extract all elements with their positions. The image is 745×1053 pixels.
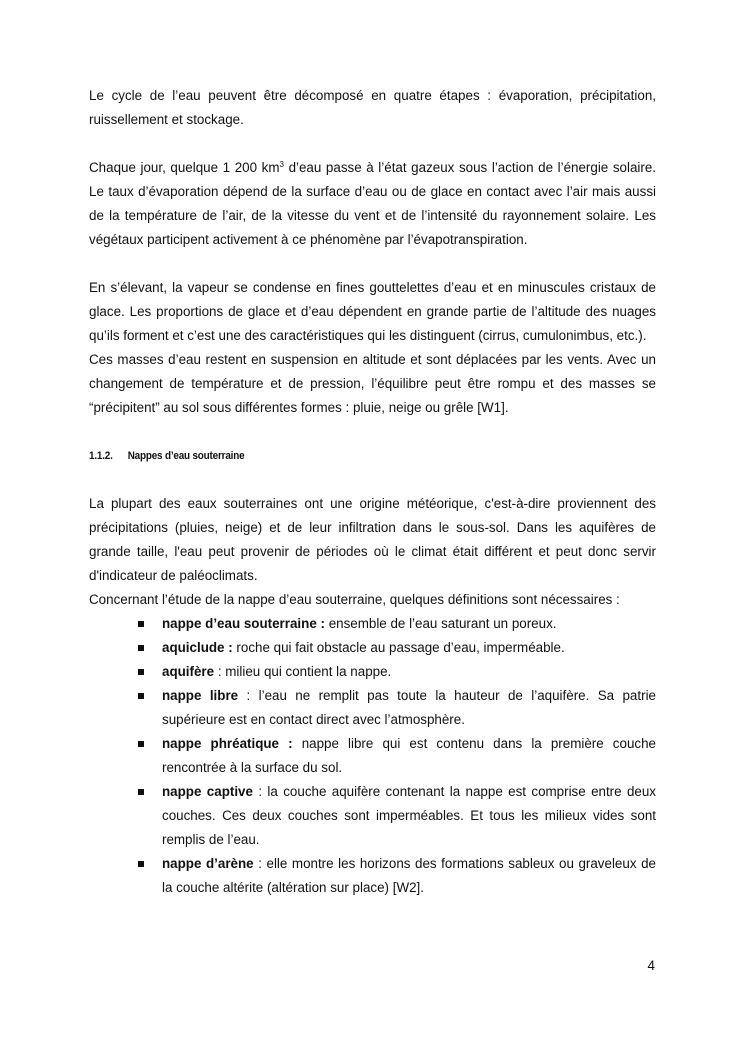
square-bullet-icon <box>138 789 144 795</box>
definition-item <box>89 660 656 684</box>
definition-item <box>89 780 656 852</box>
definition-term: nappe libre <box>162 688 239 703</box>
square-bullet-icon <box>138 645 144 651</box>
definition-text: : elle montre les horizons des formations sableux ou graveleux de la couche altérite (altération sur place) [W2]. <box>162 856 656 895</box>
square-bullet-icon <box>138 693 144 699</box>
paragraph-gap <box>89 420 656 444</box>
definition-term: nappe d’arène <box>162 856 254 871</box>
section-heading <box>89 444 599 468</box>
definition-term: nappe captive <box>162 784 253 799</box>
intro-paragraph-1: Le cycle de l’eau peuvent être décomposé en quatre étapes : évaporation, précipitation, ruissellement et stockage. <box>89 88 656 127</box>
section-paragraph-1: La plupart des eaux souterraines ont une origine météorique, c'est-à-dire proviennent des précipitations (pluies, neige) et de leur infiltration dans le sous-sol. Dans les aquifères de grande taille, l'eau peut provenir de périodes où le climat était différent et peut donc servir d'indicateur de paléoclimats. <box>89 496 656 583</box>
definition-item <box>89 612 656 636</box>
square-bullet-icon <box>138 621 144 627</box>
definition-term: aquifère <box>162 664 215 679</box>
definition-list <box>89 612 656 900</box>
intro-paragraph-2 <box>89 156 656 252</box>
definition-item <box>89 636 656 660</box>
definition-item <box>89 732 656 780</box>
intro-paragraph-2-end: d’eau passe à l’état gazeux sous l’action de l’énergie solaire. Le taux d’évaporation dépend de la surface d’eau ou de glace en contact avec l’air mais aussi de la température de l’air, de la vitesse du vent et de l’intensité du rayonnement solaire. Les végétaux participent activement à ce phénomène par l’évapotranspiration. <box>89 160 656 247</box>
section-title: Nappes d’eau souterraine <box>127 450 245 462</box>
definition-term: nappe phréatique : <box>162 736 293 751</box>
definition-text: roche qui fait obstacle au passage d’eau, imperméable. <box>232 640 565 655</box>
section-number: 1.1.2. <box>89 450 113 462</box>
paragraph-gap <box>89 468 656 492</box>
square-bullet-icon <box>138 741 144 747</box>
square-bullet-icon <box>138 861 144 867</box>
page-number: 4 <box>647 958 655 973</box>
definition-text: : milieu qui contient la nappe. <box>214 664 392 679</box>
definition-item <box>89 852 656 900</box>
intro-paragraph-4: Ces masses d’eau restent en suspension en altitude et sont déplacées par les vents. Avec un changement de température et de pression, l’équilibre peut être rompu et des masses se “précipitent” au sol sous différentes formes : pluie, neige ou grêle [W1]. <box>89 352 656 415</box>
section-paragraph-2: Concernant l’étude de la nappe d’eau souterraine, quelques définitions sont nécessaires : <box>89 592 620 607</box>
square-bullet-icon <box>138 669 144 675</box>
intro-paragraph-3: En s’élevant, la vapeur se condense en fines gouttelettes d’eau et en minuscules cristaux de glace. Les proportions de glace et d’eau dépendent en grande partie de l’altitude des nuages qu’ils forment et c’est une des caractéristiques qui les distinguent (cirrus, cumulonimbus, etc.). <box>89 280 656 343</box>
definition-item <box>89 684 656 732</box>
superscript-3: 3 <box>279 160 284 169</box>
definition-text: : l’eau ne remplit pas toute la hauteur de l’aquifère. Sa patrie supérieure est en contact direct avec l’atmosphère. <box>162 688 656 727</box>
page-content <box>89 84 656 900</box>
paragraph-gap <box>89 252 656 276</box>
definition-text: : la couche aquifère contenant la nappe est comprise entre deux couches. Ces deux couches sont imperméables. Et tous les milieux vides sont remplis de l’eau. <box>162 784 657 847</box>
definition-term: nappe d’eau souterraine : <box>162 616 325 631</box>
definition-text: ensemble de l’eau saturant un poreux. <box>324 616 557 631</box>
intro-paragraph-2-start: Chaque jour, quelque 1 200 km <box>89 160 280 175</box>
definition-text: nappe libre qui est contenu dans la première couche rencontrée à la surface du sol. <box>162 736 656 775</box>
paragraph-gap <box>89 132 656 156</box>
definition-term: aquiclude : <box>162 640 233 655</box>
